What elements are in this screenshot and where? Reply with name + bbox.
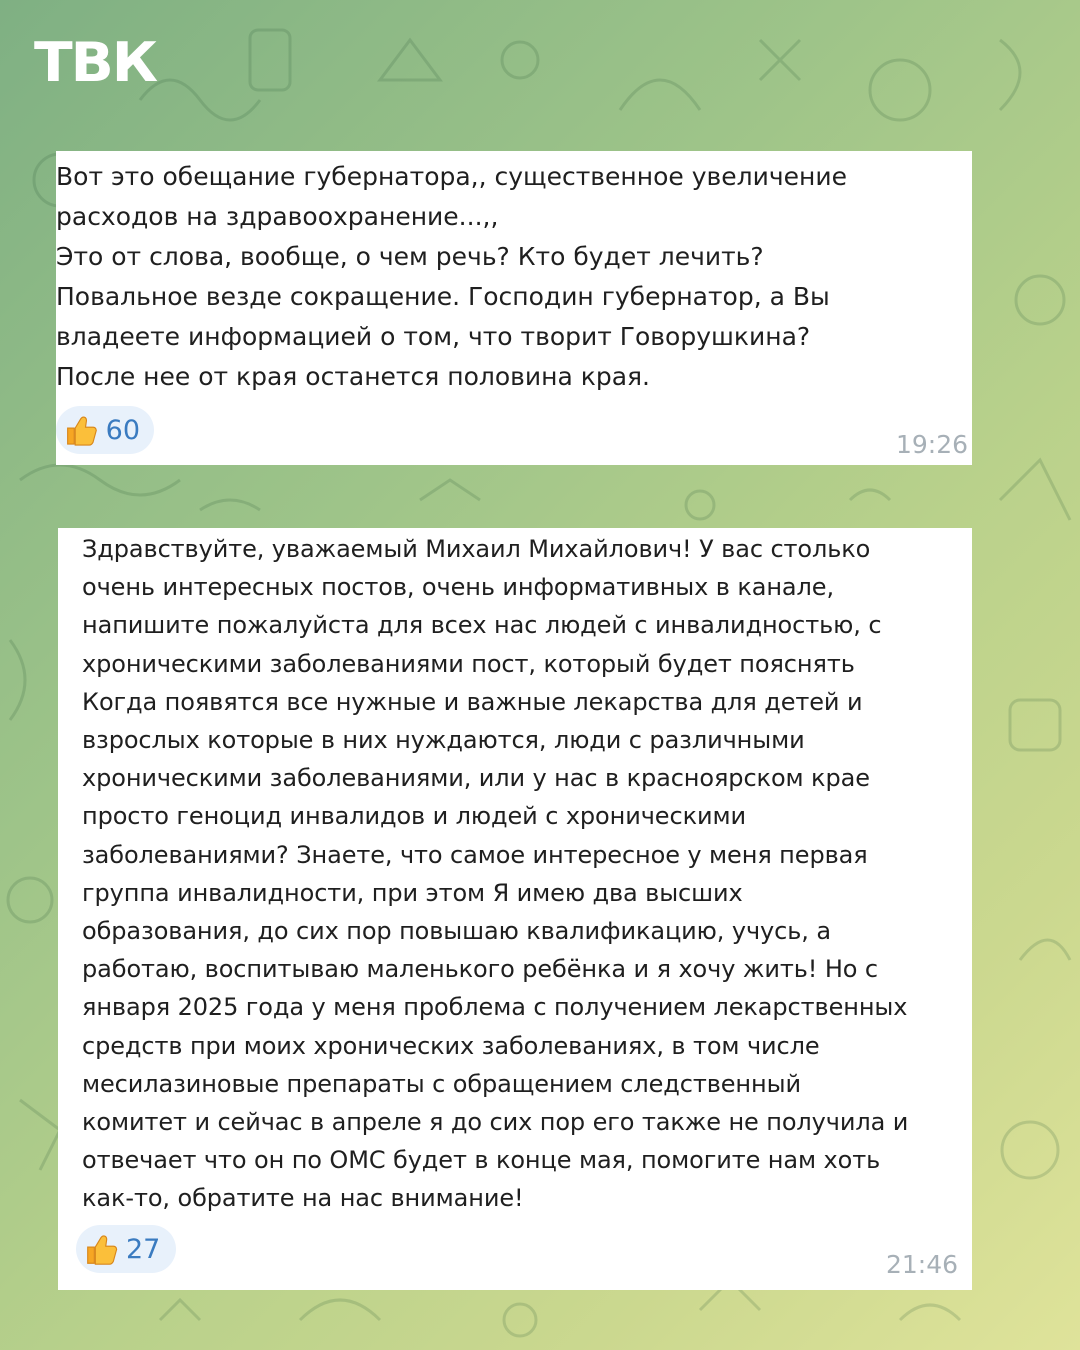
thumbs-up-icon (82, 1230, 120, 1268)
reaction-count: 60 (105, 414, 140, 446)
message-bubble[interactable] (56, 151, 972, 465)
message-time: 19:26 (895, 430, 968, 459)
message-text: Здравствуйте, уважаемый Михаил Михайлович! У вас столько очень интересных постов, очень информативных в канале, напишите пожалуйста для всех нас людей с инвалидностью, с хроническими заболеваниями пост, который будет пояснять Когда появятся все нужные и важные лекарства для детей и взрослых которые в них нуждаются, люди с различными хроническими заболеваниями, или у нас в красноярском крае просто геноцид инвалидов и людей с хроническими заболеваниями? Знаете, что самое интересное у меня первая группа инвалидности, при этом Я имею два высших образования, до сих пор повышаю квалификацию, учусь, а работаю, воспитываю маленького ребёнка и я хочу жить! Но с января 2025 года у меня проблема с получением лекарственных средств при моих хронических заболеваниях, в том числе месилазиновые препараты с обращением следственный комитет и сейчас в апреле я до сих пор его также не получила и отвечает что он по ОМС будет в конце мая, помогите нам хоть как-то, обратите на нас внимание! (82, 535, 909, 1213)
message-text: Вот это обещание губернатора,, существенное увеличение расходов на здравоохранение...,, Это от слова, вообще, о чем речь? Кто будет лечить? Повальное везде сокращение. Господин губернатор, а Вы владеете информацией о том, что творит Говорушкина? После нее от края останется половина края. (56, 162, 847, 391)
reaction-chip[interactable] (76, 1225, 176, 1273)
reaction-chip[interactable] (56, 406, 154, 454)
reaction-count: 27 (126, 1233, 161, 1265)
thumbs-up-icon (62, 411, 100, 449)
tvk-logo (34, 31, 184, 94)
logo-text: ТВК (34, 31, 156, 94)
message-bubble[interactable] (58, 528, 972, 1290)
message-time: 21:46 (885, 1250, 958, 1279)
